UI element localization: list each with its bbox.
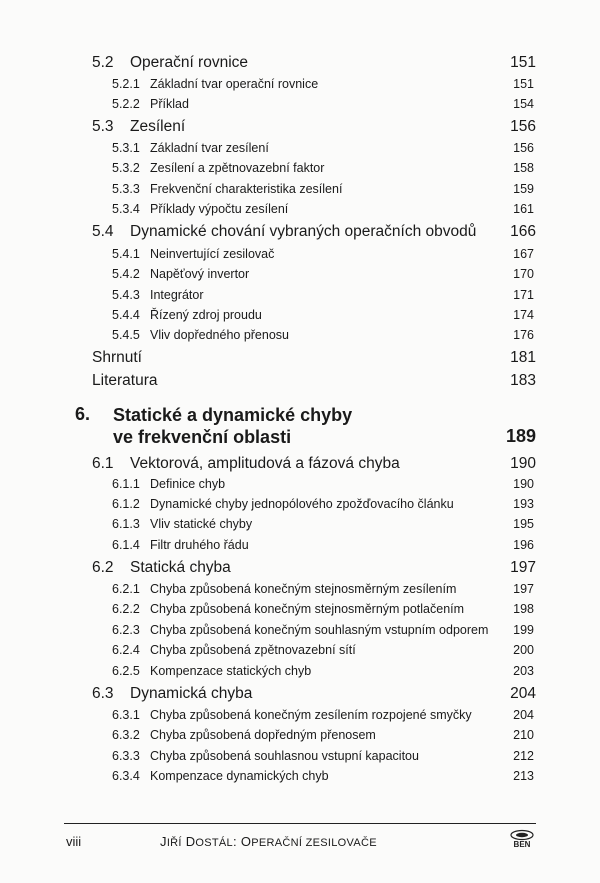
toc-entry-page: 199 — [513, 623, 534, 637]
toc-entry-number: 6.2.3 — [112, 623, 140, 637]
toc-entry-page: 213 — [513, 769, 534, 783]
toc-entry-page: 167 — [513, 247, 534, 261]
toc-entry-page: 176 — [513, 328, 534, 342]
chapter-number: 6. — [75, 404, 91, 424]
footer-separator: : — [232, 834, 237, 849]
toc-entry-number: 6.2 — [92, 559, 114, 576]
toc-entry-page: 166 — [510, 223, 536, 240]
toc-entry-page: 197 — [513, 582, 534, 596]
toc-entry-number: 6.3.4 — [112, 769, 140, 783]
toc-entry-number: 5.3.1 — [112, 141, 140, 155]
publisher-logo — [507, 829, 537, 849]
toc-entry-title: Dynamické chyby jednopólového zpožďovacího článku — [150, 497, 454, 511]
toc-entry-page: 204 — [510, 685, 536, 702]
author-last-rest: OSTÁL — [195, 837, 233, 849]
toc-entry-title: Chyba způsobená konečným souhlasným vstupním odporem — [150, 623, 489, 637]
toc-entry-page: 159 — [513, 182, 534, 196]
toc-entry-page: 156 — [510, 118, 536, 135]
toc-entry-number: 5.2.1 — [112, 77, 140, 91]
toc-entry-title: Definice chyb — [150, 477, 226, 491]
toc-entry-number: 6.1.1 — [112, 477, 140, 491]
toc-entry-number: 6.1 — [92, 455, 114, 472]
toc-entry-page: 198 — [513, 602, 534, 616]
toc-entry-title: Dynamické chování vybraných operačních obvodů — [130, 223, 477, 240]
toc-entry-number: 5.4.5 — [112, 328, 140, 342]
toc-entry-page: 181 — [510, 349, 536, 366]
toc-entry-page: 174 — [513, 308, 534, 322]
toc-entry-title: Filtr druhého řádu — [150, 538, 249, 552]
toc-entry-title: Zesílení — [130, 118, 186, 135]
toc-entry-number: 5.2 — [92, 54, 114, 71]
toc-entry-page: 151 — [513, 77, 534, 91]
toc-entry-title: Chyba způsobená konečným stejnosměrným zesílením — [150, 582, 457, 596]
toc-entry-title: Řízený zdroj proudu — [150, 308, 262, 322]
toc-entry-number: 6.3.2 — [112, 728, 140, 742]
toc-entry-number: 6.2.1 — [112, 582, 140, 596]
toc-entry-number: 6.2.4 — [112, 643, 140, 657]
toc-entry-title: Napěťový invertor — [150, 267, 250, 281]
toc-entry-page: 212 — [513, 749, 534, 763]
toc-entry-title: Frekvenční charakteristika zesílení — [150, 182, 343, 196]
footer-running-title — [160, 834, 377, 849]
toc-entry-title: Základní tvar zesílení — [150, 141, 269, 155]
toc-entry-title: Dynamická chyba — [130, 685, 253, 702]
toc-entry-title: Kompenzace statických chyb — [150, 664, 312, 678]
toc-entry-number: 5.4.1 — [112, 247, 140, 261]
book-title-rest: PERAČNÍ ZESILOVAČE — [251, 837, 377, 849]
toc-entry-page: 195 — [513, 517, 534, 531]
toc-entry-title: Operační rovnice — [130, 54, 249, 71]
toc-entry-title: Kompenzace dynamických chyb — [150, 769, 329, 783]
chapter-heading — [0, 404, 600, 454]
toc-entry-number: 6.2.5 — [112, 664, 140, 678]
toc-entry-page: 190 — [513, 477, 534, 491]
toc-entry-title: Statická chyba — [130, 559, 231, 576]
toc-entry-page: 161 — [513, 202, 534, 216]
toc-entry-number: 5.2.2 — [112, 97, 140, 111]
toc-entry-number: 5.3.4 — [112, 202, 140, 216]
toc-entry-number: 5.4.3 — [112, 288, 140, 302]
toc-entry-title: Literatura — [92, 372, 158, 389]
toc-entry-page: 197 — [510, 559, 536, 576]
chapter-title-line2: ve frekvenční oblasti — [113, 427, 292, 447]
toc-entry-number: 5.4.2 — [112, 267, 140, 281]
toc-entry-title: Neinvertující zesilovač — [150, 247, 275, 261]
author-first-rest: IŘÍ — [166, 837, 182, 849]
toc-entry-title: Zesílení a zpětnovazební faktor — [150, 161, 325, 175]
toc-entry-title: Chyba způsobená konečným zesílením rozpojené smyčky — [150, 708, 472, 722]
toc-entry-page: 196 — [513, 538, 534, 552]
toc-entry-title: Vliv statické chyby — [150, 517, 253, 531]
toc-entry-title: Příklad — [150, 97, 189, 111]
toc-entry-number: 5.3 — [92, 118, 114, 135]
toc-entry-title: Příklady výpočtu zesílení — [150, 202, 289, 216]
toc-entry-title: Chyba způsobená zpětnovazební sítí — [150, 643, 356, 657]
toc-entry-number: 6.3 — [92, 685, 114, 702]
toc-entry-page: 151 — [510, 54, 536, 71]
toc-entry-page: 171 — [513, 288, 534, 302]
toc-entry-number: 6.2.2 — [112, 602, 140, 616]
toc-entry-number: 6.1.4 — [112, 538, 140, 552]
toc-entry-page: 190 — [510, 455, 536, 472]
toc-entry-page: 204 — [513, 708, 534, 722]
toc-entry-number: 6.1.3 — [112, 517, 140, 531]
toc-entry-number: 5.3.2 — [112, 161, 140, 175]
toc-entry-page: 183 — [510, 372, 536, 389]
toc-entry-title: Integrátor — [150, 288, 204, 302]
toc-entry-page: 203 — [513, 664, 534, 678]
toc-entry-title: Základní tvar operační rovnice — [150, 77, 319, 91]
author-last-initial: D — [185, 834, 196, 849]
chapter-page: 189 — [505, 426, 536, 446]
toc-entry-number: 6.3.1 — [112, 708, 140, 722]
footer-page-number: viii — [66, 834, 82, 849]
toc-entry-page: 200 — [513, 643, 534, 657]
toc-entry-title: Vliv dopředného přenosu — [150, 328, 289, 342]
toc-entry-title: Chyba způsobená konečným stejnosměrným potlačením — [150, 602, 465, 616]
book-title-initial: O — [240, 834, 252, 849]
footer-divider — [64, 823, 536, 824]
toc-entry-title: Chyba způsobená souhlasnou vstupní kapacitou — [150, 749, 419, 763]
toc-entry-page: 158 — [513, 161, 534, 175]
publisher-logo-text: BEN — [513, 840, 531, 849]
toc-entry-title: Shrnutí — [92, 349, 142, 366]
toc-entry-page: 210 — [513, 728, 534, 742]
toc-entry-number: 5.3.3 — [112, 182, 140, 196]
toc-entry-number: 5.4.4 — [112, 308, 140, 322]
author-first-initial: J — [160, 834, 167, 849]
toc-entry-number: 5.4 — [92, 223, 114, 240]
toc-entry-title: Chyba způsobená dopředným přenosem — [150, 728, 376, 742]
toc-entry-number: 6.1.2 — [112, 497, 140, 511]
toc-entry-page: 154 — [513, 97, 534, 111]
toc-entry-number: 6.3.3 — [112, 749, 140, 763]
toc-entry-page: 170 — [513, 267, 534, 281]
chapter-title-line1: Statické a dynamické chyby — [113, 405, 353, 425]
toc-entry-title: Vektorová, amplitudová a fázová chyba — [130, 455, 400, 472]
toc-entry-page: 193 — [513, 497, 534, 511]
toc-entry-page: 156 — [513, 141, 534, 155]
